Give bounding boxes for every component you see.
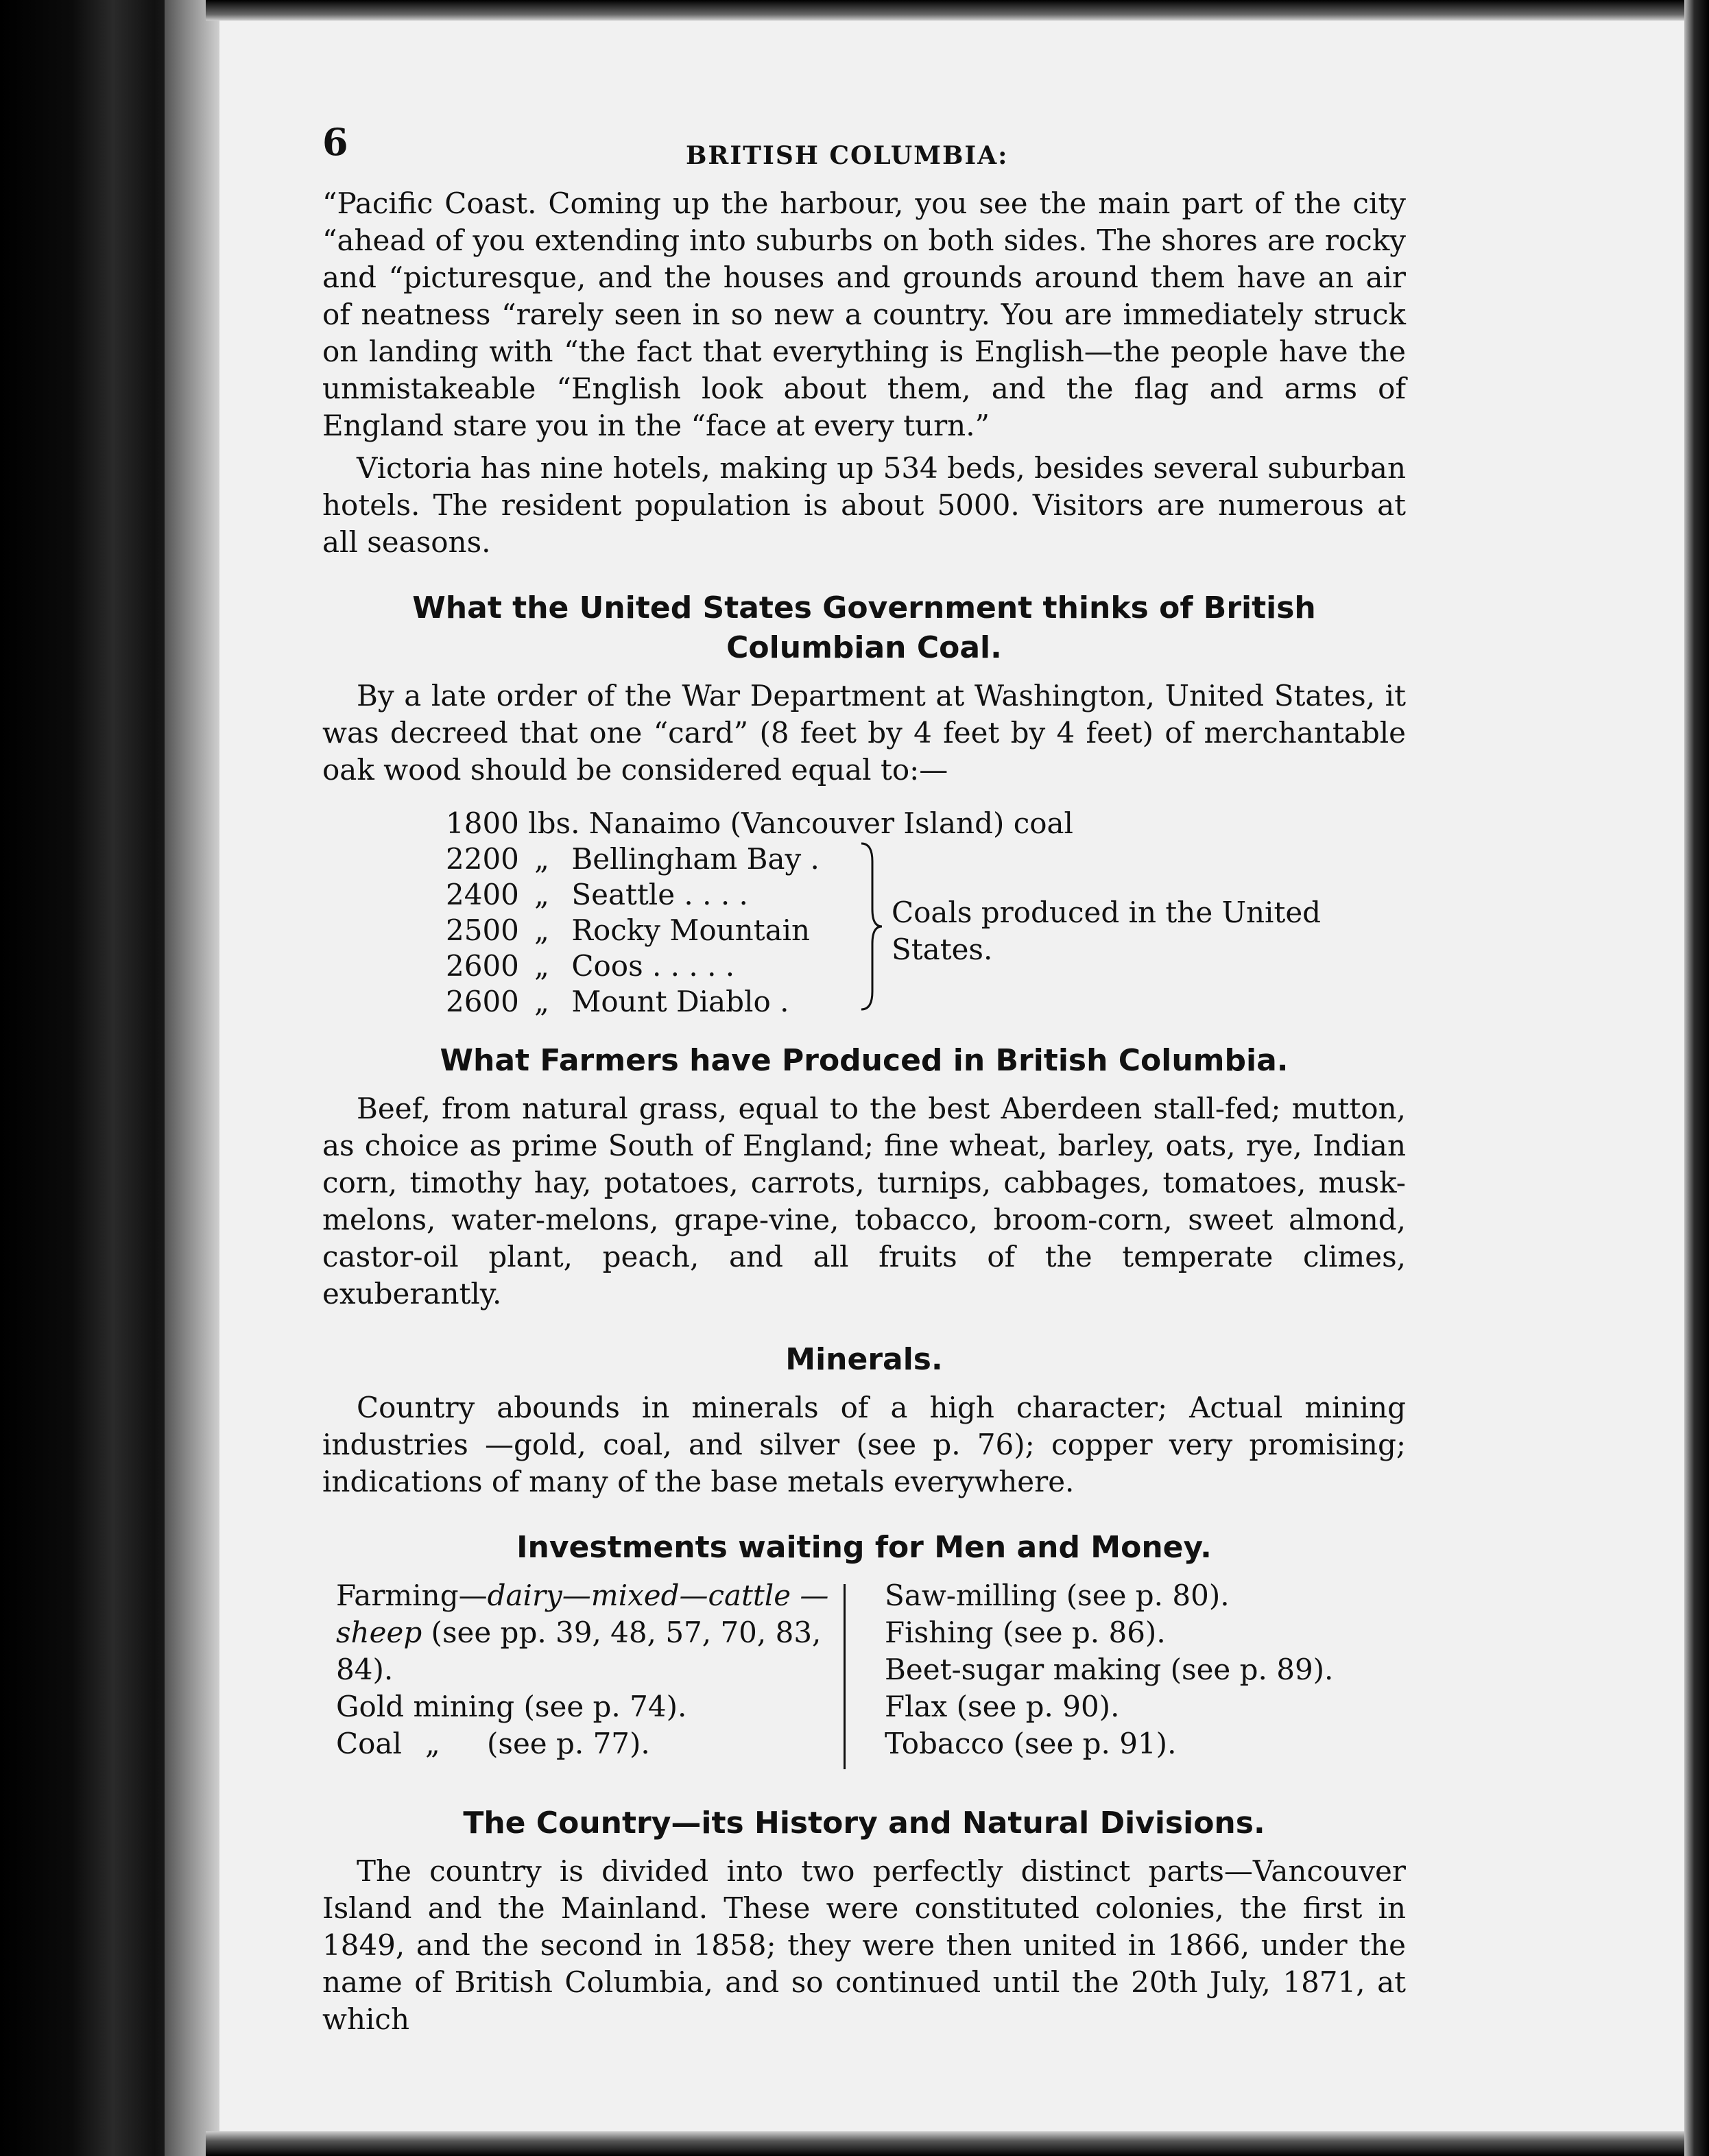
minerals-heading: Minerals. xyxy=(785,1342,943,1377)
history-heading: The Country—its History and Natural Divisions. xyxy=(463,1806,1265,1841)
coal-amount: 2400 xyxy=(446,878,519,911)
minerals-paragraph: Country abounds in minerals of a high character; Actual mining industries —gold, coal, and silver (see p. 76); copper very promising; indications of many of the base metals everywhere. xyxy=(322,1391,1406,1498)
coal-row xyxy=(446,841,820,878)
ditto-mark: „ xyxy=(425,1727,440,1760)
curly-brace xyxy=(857,841,885,1012)
farming-refs: (see pp. 39, 48, 57, 70, 83, 84). xyxy=(336,1616,822,1686)
scan-right-edge xyxy=(1684,0,1709,2156)
farming-label: Farming— xyxy=(336,1579,488,1612)
coal-heading: What the United States Government thinks of British Columbian Coal. xyxy=(412,590,1316,665)
investment-item: Flax (see p. 90). xyxy=(885,1690,1120,1723)
coal-amount: 2600 xyxy=(446,949,519,983)
scan-bottom-edge xyxy=(206,2131,1684,2156)
page-gutter xyxy=(165,0,219,2156)
victoria-paragraph: Victoria has nine hotels, making up 534 beds, besides several suburban hotels. The resident population is about 5000. Visitors are numerous at all seasons. xyxy=(322,451,1406,559)
coal-first-row: 1800 lbs. Nanaimo (Vancouver Island) coal xyxy=(446,806,1073,840)
investments-heading: Investments waiting for Men and Money. xyxy=(516,1530,1212,1565)
investments-left-column xyxy=(336,1577,830,1762)
farming-types: dairy—mixed—cattle —sheep xyxy=(336,1579,829,1649)
investments-right-column xyxy=(885,1577,1333,1762)
farmers-paragraph: Beef, from natural grass, equal to the best Aberdeen stall-fed; mutton, as choice as prime South of England; fine wheat, barley, oats, rye, Indian corn, timothy hay, potatoes, carrots, turnips, cabbages, tomatoes, musk-melons, water-melons, grape-vine, tobacco, broom-corn, sweet almond, castor-oil plant, peach, and all fruits of the temperate climes, exuberantly. xyxy=(322,1092,1406,1310)
coal-amount: 2200 xyxy=(446,842,519,876)
ditto-mark: „ xyxy=(534,949,549,983)
coal-ref: (see p. 77). xyxy=(487,1727,650,1760)
book-page xyxy=(219,21,1684,2131)
coal-brace-note: Coals produced in the United States. xyxy=(892,896,1322,966)
coal-paragraph: By a late order of the War Department at Washington, United States, it was decreed that one “card” (8 feet by 4 feet by 4 feet) of merchantable oak wood should be considered equal to:— xyxy=(322,679,1406,787)
page-content xyxy=(322,120,1406,2038)
investment-coal xyxy=(336,1725,830,1762)
coal-row xyxy=(446,983,789,1020)
investment-farming xyxy=(336,1577,830,1688)
running-head: BRITISH COLUMBIA: xyxy=(686,141,1009,170)
scan-top-edge xyxy=(206,0,1684,21)
investment-gold: Gold mining (see p. 74). xyxy=(336,1690,687,1723)
coal-row xyxy=(446,948,734,985)
history-paragraph: The country is divided into two perfectly distinct parts—Vancouver Island and the Mainland. These were constituted colonies, the first in 1849, and the second in 1858; they were then united in 1866, under the name of British Columbia, and so continued until the 20th July, 1871, at which xyxy=(322,1854,1406,2036)
coal-row xyxy=(446,876,748,913)
investment-item: Tobacco (see p. 91). xyxy=(885,1727,1177,1760)
farmers-heading: What Farmers have Produced in British Columbia. xyxy=(440,1043,1289,1078)
coal-row xyxy=(446,912,810,949)
page-number: 6 xyxy=(322,120,348,164)
coal-place: Bellingham Bay . xyxy=(571,842,820,876)
coal-place: Rocky Mountain xyxy=(571,913,811,947)
investment-item: Beet-sugar making (see p. 89). xyxy=(885,1653,1334,1686)
coal-amount: 2500 xyxy=(446,913,519,947)
column-divider xyxy=(844,1584,846,1769)
coal-place: Seattle . . . . xyxy=(571,878,748,911)
ditto-mark: „ xyxy=(534,913,549,947)
investment-item: Fishing (see p. 86). xyxy=(885,1616,1166,1649)
coal-place: Coos . . . . . xyxy=(571,949,735,983)
page-header xyxy=(322,120,1406,185)
ditto-mark: „ xyxy=(534,842,549,876)
investments-list xyxy=(322,1577,1406,1783)
intro-quote: “Pacific Coast. Coming up the harbour, you see the main part of the city “ahead of you extending into suburbs on both sides. The shores are rocky and “picturesque, and the houses and grounds around them have an air of neatness “rarely seen in so new a country. You are immediately struck on landing with “the fact that everything is English—the people have the unmistakeable “English look about them, and the flag and arms of England stare you in the “face at every turn.” xyxy=(322,187,1406,442)
coal-place: Mount Diablo . xyxy=(571,985,789,1018)
investment-item: Saw-milling (see p. 80). xyxy=(885,1579,1230,1612)
ditto-mark: „ xyxy=(534,985,549,1018)
coal-amount: 2600 xyxy=(446,985,519,1018)
coal-label: Coal xyxy=(336,1727,402,1760)
ditto-mark: „ xyxy=(534,878,549,911)
coal-table xyxy=(322,805,1406,1018)
